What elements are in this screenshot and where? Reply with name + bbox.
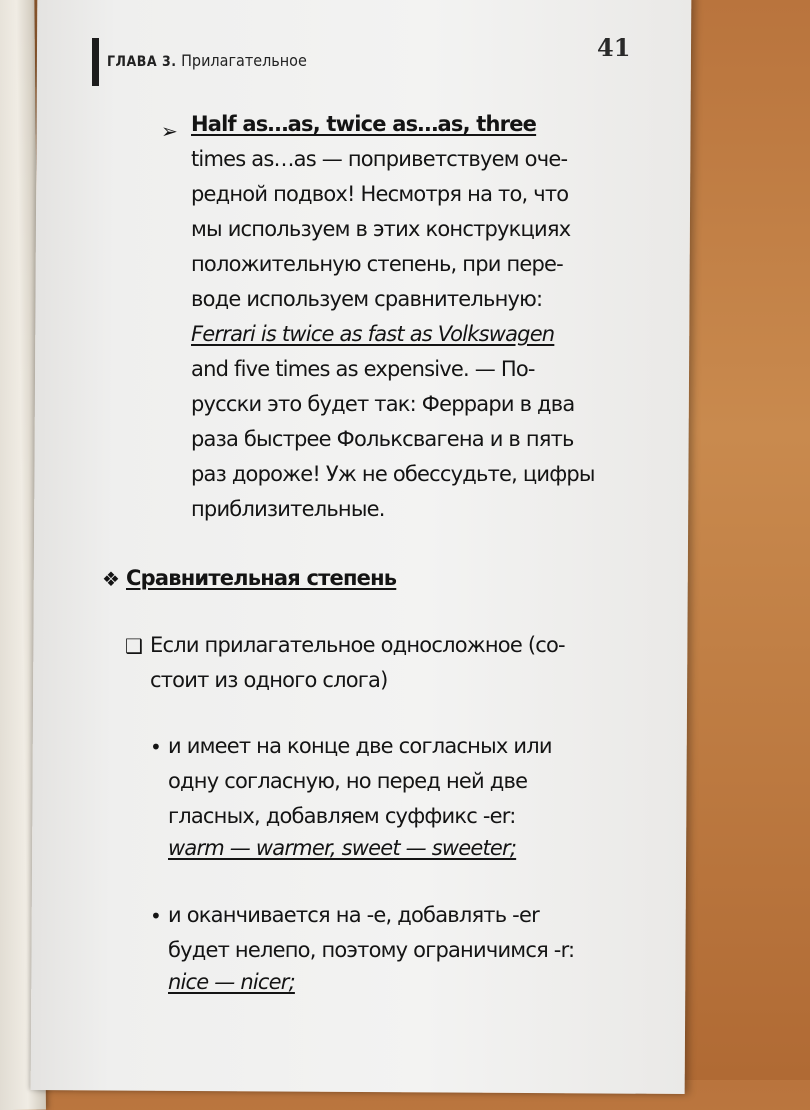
dot-bullet-icon: • — [150, 735, 162, 759]
running-head — [107, 51, 307, 70]
block1-line-7-example: Ferrari is twice as fast as Volkswagen — [191, 322, 555, 346]
section-heading — [126, 561, 396, 596]
header-bar — [92, 38, 99, 86]
block1-line-11: раз дороже! Уж не обессудьте, цифры — [191, 462, 595, 486]
bullet2-line-2: будет нелепо, поэтому ограничимся -r: — [168, 938, 575, 962]
arrow-bullet-icon: ➢ — [161, 119, 178, 143]
block1-line-12: приблизительные. — [191, 497, 385, 521]
block1-line-6: воде используем сравнительную: — [191, 287, 543, 311]
bullet1-line-1: и имеет на конце две согласных или — [168, 734, 552, 758]
diamond-bullet-icon: ❖ — [102, 567, 120, 591]
chapter-label: ГЛАВА 3. — [107, 54, 177, 70]
page-number: 41 — [597, 33, 631, 62]
block1-line-4: мы используем в этих конструкциях — [191, 217, 571, 241]
block1-line-5: положительную степень, при пере- — [191, 252, 563, 276]
block1-line-3: редной подвох! Несмотря на то, что — [191, 182, 569, 206]
block1-line-1 — [191, 107, 536, 142]
block1-line-8: and five times as expensive. — По- — [191, 357, 535, 381]
rule-line-1: Если прилагательное односложное (со- — [150, 633, 565, 657]
chapter-title: Прилагательное — [181, 51, 307, 70]
bullet2-example: nice — nicer; — [168, 970, 295, 994]
bullet1-example: warm — warmer, sweet — sweeter; — [168, 836, 517, 860]
bullet2-line-1: и оканчивается на -e, добавлять -er — [168, 903, 539, 927]
block1-line-2: times as…as — поприветствуем оче- — [191, 147, 568, 171]
checkbox-bullet-icon: ❑ — [125, 634, 143, 658]
rule-line-2: стоит из одного слога) — [150, 668, 388, 692]
term-half: Half as…as, twice as…as, three — [191, 112, 537, 136]
dot-bullet-icon: • — [150, 904, 162, 928]
block1-line-9: русски это будет так: Феррари в два — [191, 392, 575, 416]
bullet1-line-3: гласных, добавляем суффикс -er: — [168, 804, 516, 828]
block1-line-10: раза быстрее Фольксвагена и в пять — [191, 427, 574, 451]
section-heading-text: Сравнительная степень — [126, 566, 397, 590]
bullet1-line-2: одну согласную, но перед ней две — [168, 769, 528, 793]
